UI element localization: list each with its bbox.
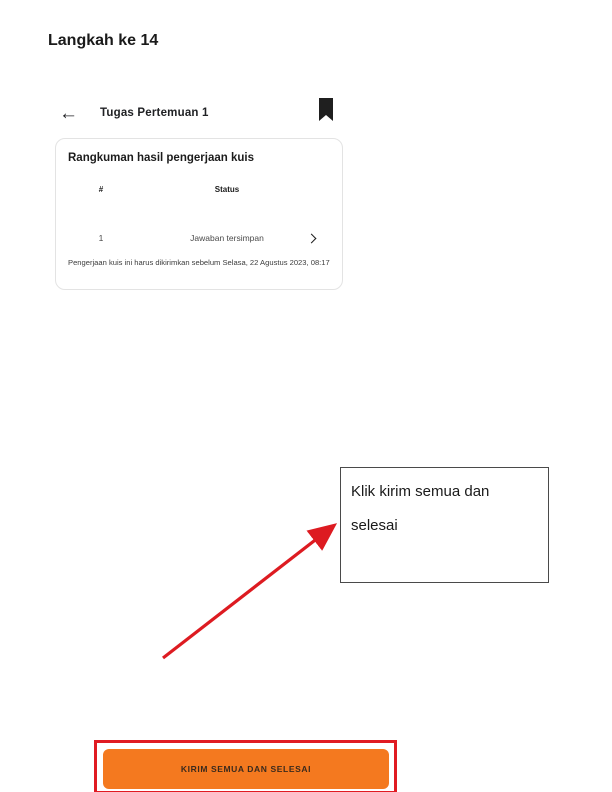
column-header-number: # [98,185,104,194]
back-arrow-icon[interactable]: ← [59,102,78,124]
row-number: 1 [98,233,104,243]
row-status: Jawaban tersimpan [190,233,264,243]
app-header [45,95,352,131]
table-row[interactable] [56,229,342,247]
column-header-status: Status [214,185,240,194]
phone-screenshot [45,85,352,774]
table-header [56,185,342,194]
bookmark-icon[interactable] [318,98,334,122]
submit-all-button[interactable]: KIRIM SEMUA DAN SELESAI [103,749,389,789]
chevron-right-icon[interactable] [308,229,342,247]
deadline-note: Pengerjaan kuis ini harus dikirimkan sebelum Selasa, 22 Agustus 2023, 08:17 [68,258,330,267]
step-heading: Langkah ke 14 [48,32,159,49]
app-title: Tugas Pertemuan 1 [100,107,209,119]
card-title: Rangkuman hasil pengerjaan kuis [68,152,254,164]
instruction-callout: Klik kirim semua dan selesai [340,467,549,583]
quiz-summary-card [55,138,343,290]
